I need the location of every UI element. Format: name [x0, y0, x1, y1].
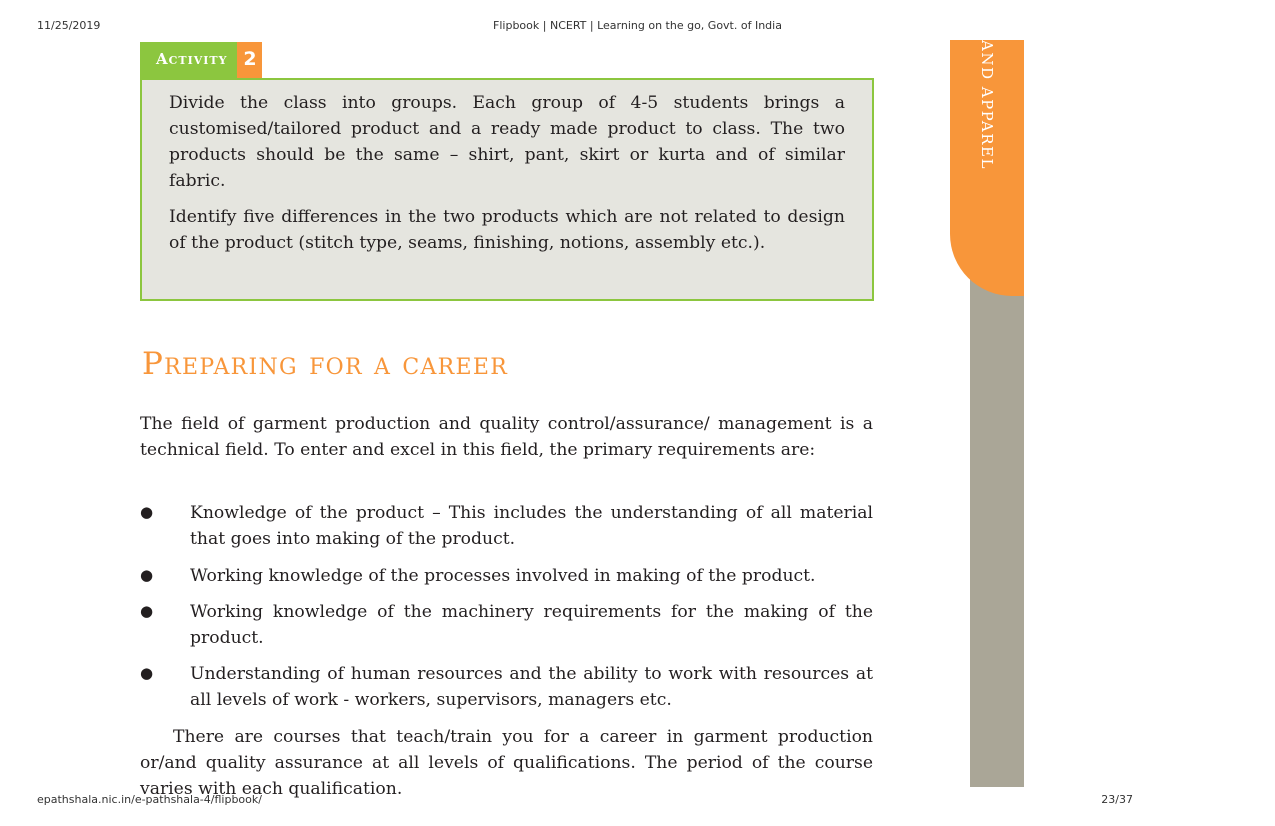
bullet-dot: ● [140, 566, 154, 584]
activity-box [140, 78, 874, 301]
bullet-dot: ● [140, 503, 154, 521]
activity-number: 2 [237, 42, 262, 78]
page-url: epathshala.nic.in/e-pathshala-4/flipbook/ [37, 793, 262, 806]
side-tab-label: AND APPAREL [978, 40, 996, 170]
print-date: 11/25/2019 [37, 19, 101, 32]
bullet-dot: ● [140, 664, 154, 682]
activity-tab [140, 42, 262, 78]
bullet-item-2: Working knowledge of the processes involved in making of the product. [190, 566, 816, 586]
activity-paragraph-1: Divide the class into groups. Each group of 4-5 students brings a customised/tailored product and a ready made product to class. The two products should be the same – shirt, pant, skirt or kurta and of similar fabric. [169, 93, 845, 191]
intro-paragraph: The field of garment production and quality control/assurance/ management is a technical field. To enter and excel in this field, the primary requirements are: [140, 414, 873, 460]
closing-paragraph-clip [140, 724, 880, 799]
closing-paragraph: There are courses that teach/train you for a career in garment production or/and quality assurance at all levels of qualifications. The period of the course varies with each qualification. [140, 727, 873, 799]
bullet-item-4: Understanding of human resources and the ability to work with resources at all levels of work - workers, supervisors, managers etc. [190, 664, 873, 710]
section-heading: Preparing for a career [142, 346, 509, 382]
bullet-item-1: Knowledge of the product – This includes the understanding of all material that goes into making of the product. [190, 503, 873, 549]
bullet-item-3: Working knowledge of the machinery requirements for the making of the product. [190, 602, 873, 648]
page-title: Flipbook | NCERT | Learning on the go, Govt. of India [493, 19, 782, 32]
activity-label: Activity [140, 42, 237, 78]
page-number: 23/37 [1101, 793, 1133, 806]
bullet-dot: ● [140, 602, 154, 620]
activity-paragraph-2: Identify five differences in the two products which are not related to design of the product (stitch type, seams, finishing, notions, assembly etc.). [169, 207, 845, 253]
